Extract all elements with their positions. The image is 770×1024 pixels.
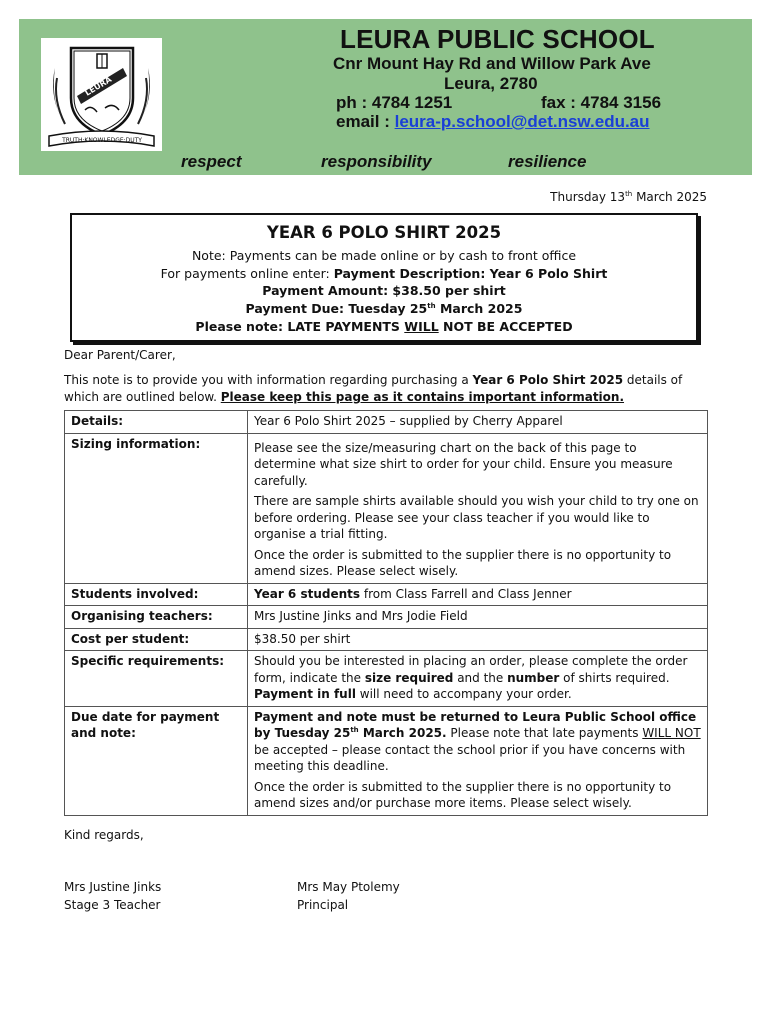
address-line-2: Leura, 2780 [444, 74, 538, 93]
row-label-requirements: Specific requirements: [65, 651, 248, 707]
notice-title: YEAR 6 POLO SHIRT 2025 [266, 223, 502, 242]
row-value-cost: $38.50 per shirt [248, 628, 708, 651]
table-row [65, 628, 708, 651]
intro-paragraph: This note is to provide you with information regarding purchasing a Year 6 Polo Shirt 2025 details of which are outlined below. Please keep this page as it contains important information. [64, 373, 683, 404]
table-row [65, 606, 708, 629]
signature-principal [297, 878, 400, 914]
email-label: email : [336, 112, 395, 131]
closing: Kind regards, [64, 828, 144, 842]
email-line [336, 112, 650, 132]
table-row [65, 583, 708, 606]
row-value-students: Year 6 students from Class Farrell and Class Jenner [248, 583, 708, 606]
notice-box [70, 213, 698, 342]
fax-number: fax : 4784 3156 [541, 93, 662, 112]
table-row [65, 411, 708, 434]
row-label-teachers: Organising teachers: [65, 606, 248, 629]
row-label-due: Due date for payment and note: [65, 706, 248, 815]
row-label-students: Students involved: [65, 583, 248, 606]
signatory-name: Mrs May Ptolemy [297, 880, 400, 894]
svg-text:LEURA: LEURA [83, 74, 114, 98]
row-label-cost: Cost per student: [65, 628, 248, 651]
notice-line-payments: Note: Payments can be made online or by cash to front office [191, 248, 577, 263]
row-value-details: Year 6 Polo Shirt 2025 – supplied by Cherry Apparel [248, 411, 708, 434]
email-link[interactable]: leura-p.school@det.nsw.edu.au [394, 112, 650, 131]
phone-number: ph : 4784 1251 [336, 93, 453, 112]
table-row [65, 433, 708, 583]
notice-line-late: Please note: LATE PAYMENTS WILL NOT BE ACCEPTED [195, 319, 573, 334]
address-line-1: Cnr Mount Hay Rd and Willow Park Ave [333, 54, 651, 73]
row-value-due: Payment and note must be returned to Leura Public School office by Tuesday 25th March 2025. Please note that late payments WILL NOT be accepted – please contact the school prior if you have concerns with meeting this deadline. Once the order is submitted to the supplier there is no opportunity to amend sizes and/or purchase more items. Please select wisely. [248, 706, 708, 815]
table-row [65, 706, 708, 815]
table-row [65, 651, 708, 707]
notice-line-online: For payments online enter: Payment Description: Year 6 Polo Shirt [160, 266, 608, 281]
row-value-sizing: Please see the size/measuring chart on the back of this page to determine what size shirt to order for your child. Ensure you measure carefully. There are sample shirts available should you wish your child to try one on before ordering. Please see your class teacher if you would like to organise a trial fitting. Once the order is submitted to the supplier there is no opportunity to amend sizes. Please select wisely. [248, 433, 708, 583]
signature-teacher [64, 878, 161, 914]
greeting: Dear Parent/Carer, [64, 348, 176, 362]
notice-line-amount: Payment Amount: $38.50 per shirt [262, 283, 506, 298]
motto-responsibility: responsibility [321, 152, 432, 171]
motto-resilience: resilience [508, 152, 587, 171]
svg-text:TRUTH·KNOWLEDGE·DUTY: TRUTH·KNOWLEDGE·DUTY [62, 137, 142, 144]
signatory-title: Principal [297, 898, 349, 912]
school-crest-logo [41, 38, 162, 151]
notice-line-due: Payment Due: Tuesday 25th March 2025 [245, 301, 523, 316]
motto-respect: respect [181, 152, 242, 171]
signatory-name: Mrs Justine Jinks [64, 880, 162, 894]
letter-date: Thursday 13th March 2025 [550, 190, 707, 204]
school-name: LEURA PUBLIC SCHOOL [340, 24, 655, 54]
row-value-teachers: Mrs Justine Jinks and Mrs Jodie Field [248, 606, 708, 629]
row-value-requirements: Should you be interested in placing an order, please complete the order form, indicate the size required and the number of shirts required. Payment in full will need to accompany your order. [248, 651, 708, 707]
signatory-title: Stage 3 Teacher [64, 898, 161, 912]
details-table [64, 410, 708, 816]
row-label-details: Details: [65, 411, 248, 434]
row-label-sizing: Sizing information: [65, 433, 248, 583]
crest-icon [41, 38, 162, 151]
